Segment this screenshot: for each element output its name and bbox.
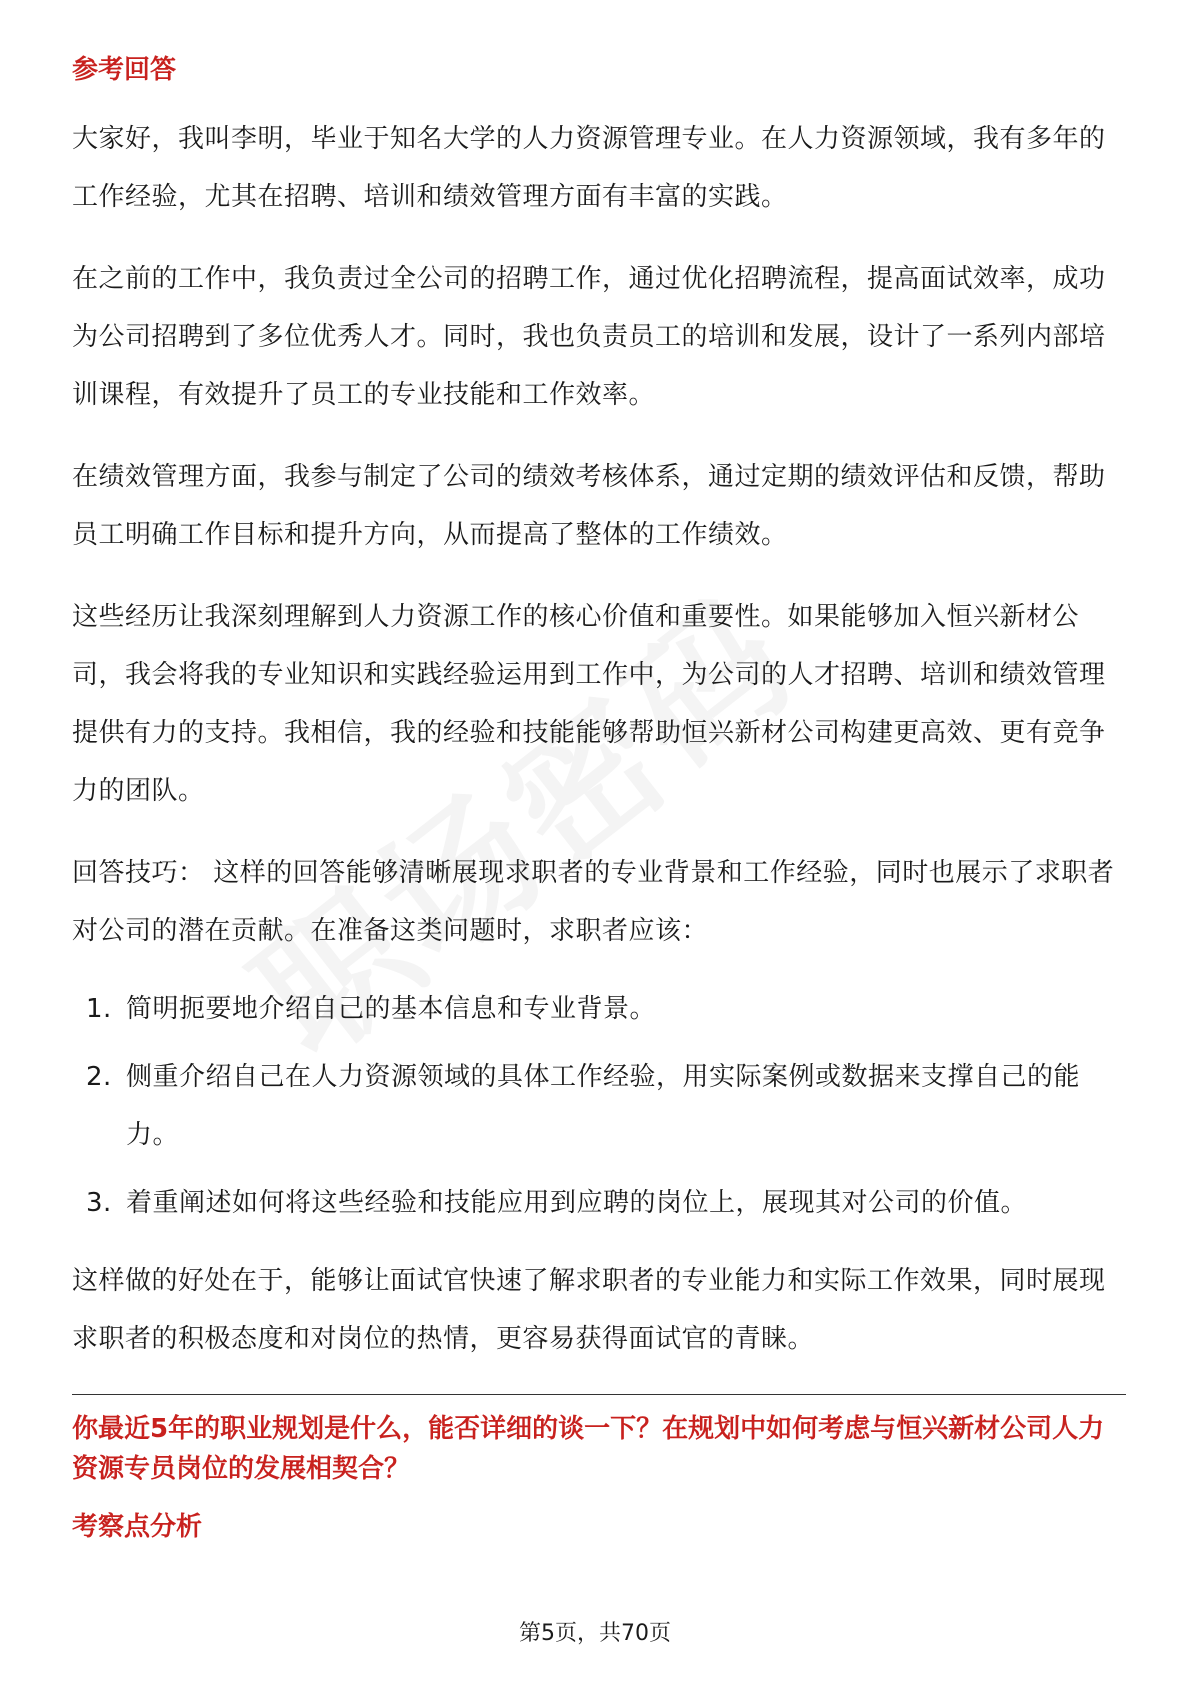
answer-section-label: 参考回答 — [72, 55, 177, 85]
tips-conclusion: 这样做的好处在于，能够让面试官快速了解求职者的专业能力和实际工作效果，同时展现求职者的积极态度和对岗位的热情，更容易获得面试官的青睐。 — [72, 1266, 1106, 1354]
answer-paragraph-4: 这些经历让我深刻理解到人力资源工作的核心价值和重要性。如果能够加入恒兴新材公司，我会将我的专业知识和实践经验运用到工作中，为公司的人才招聘、培训和绩效管理提供有力的支持。我相信，我的经验和技能能够帮助恒兴新材公司构建更高效、更有竞争力的团队。 — [72, 602, 1106, 806]
tips-list — [72, 980, 1118, 1232]
list-item-number: 1. — [86, 994, 112, 1024]
answer-paragraph-1: 大家好，我叫李明，毕业于知名大学的人力资源管理专业。在人力资源领域，我有多年的工作经验，尤其在招聘、培训和绩效管理方面有丰富的实践。 — [72, 124, 1106, 212]
list-item-number: 2. — [86, 1062, 112, 1092]
list-item — [72, 1048, 1118, 1164]
section-divider — [72, 1394, 1126, 1395]
answer-paragraph-3: 在绩效管理方面，我参与制定了公司的绩效考核体系，通过定期的绩效评估和反馈，帮助员工明确工作目标和提升方向，从而提高了整体的工作绩效。 — [72, 462, 1106, 550]
page-number: 第5页，共70页 — [519, 1621, 671, 1646]
analysis-section-label: 考察点分析 — [72, 1512, 203, 1542]
next-question-heading: 你最近5年的职业规划是什么，能否详细的谈一下？在规划中如何考虑与恒兴新材公司人力资源专员岗位的发展相契合？ — [72, 1414, 1105, 1484]
list-item-text: 着重阐述如何将这些经验和技能应用到应聘的岗位上，展现其对公司的价值。 — [126, 1188, 1028, 1218]
answer-paragraph-2: 在之前的工作中，我负责过全公司的招聘工作，通过优化招聘流程，提高面试效率，成功为公司招聘到了多位优秀人才。同时，我也负责员工的培训和发展，设计了一系列内部培训课程，有效提升了员工的专业技能和工作效率。 — [72, 264, 1106, 410]
list-item-text: 侧重介绍自己在人力资源领域的具体工作经验，用实际案例或数据来支撑自己的能力。 — [126, 1062, 1081, 1150]
page-content — [72, 50, 1118, 1547]
list-item-text: 简明扼要地介绍自己的基本信息和专业背景。 — [126, 994, 657, 1024]
list-item-number: 3. — [86, 1188, 112, 1218]
tips-intro: 回答技巧： 这样的回答能够清晰展现求职者的专业背景和工作经验，同时也展示了求职者对公司的潜在贡献。在准备这类问题时，求职者应该： — [72, 858, 1115, 946]
list-item — [72, 980, 1118, 1038]
list-item — [72, 1174, 1118, 1232]
